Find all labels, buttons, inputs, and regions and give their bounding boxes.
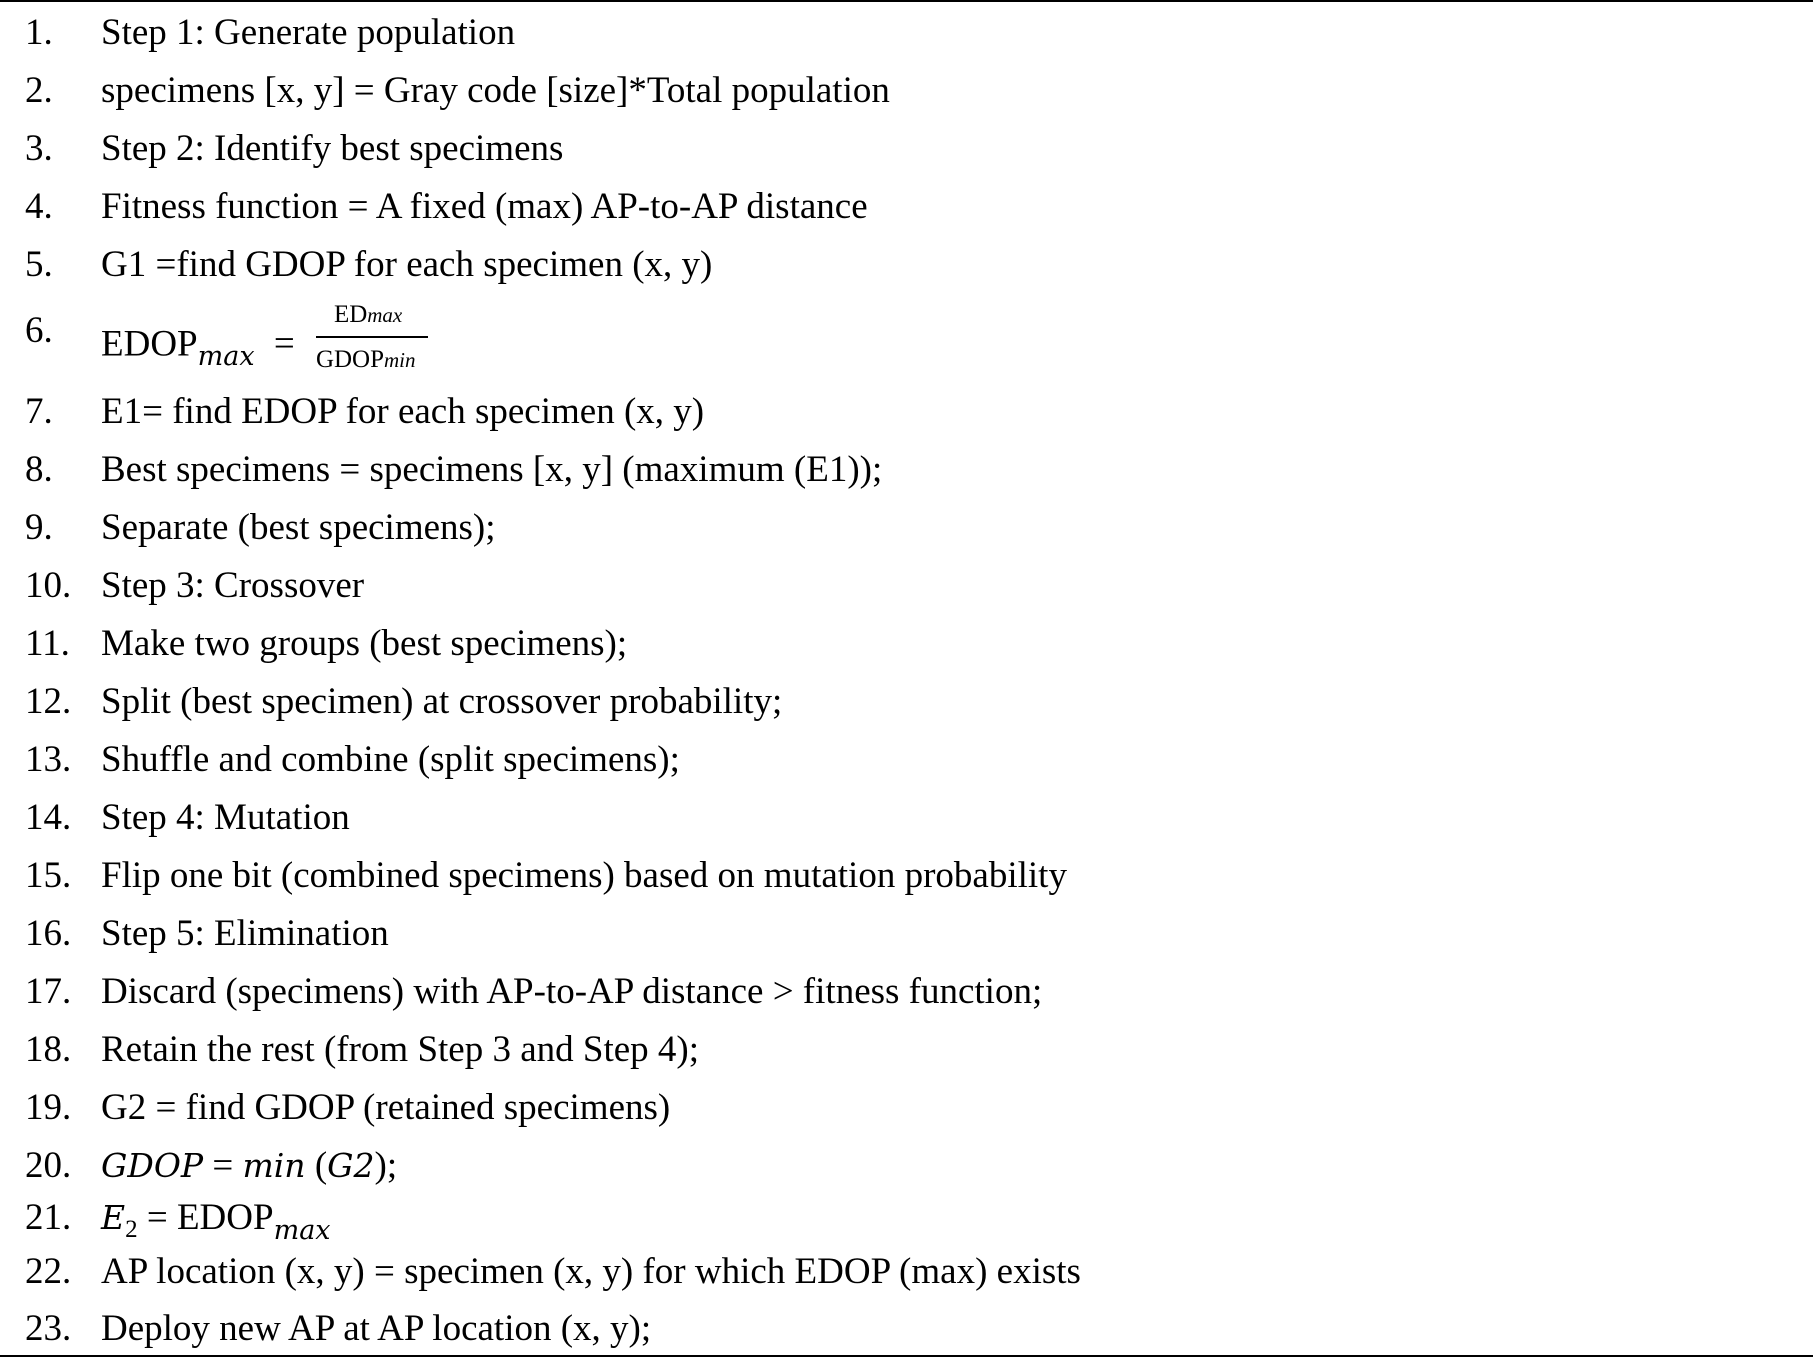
formula-lhs: EDOP: [101, 323, 198, 365]
line-number: 18.: [25, 1029, 72, 1070]
algorithm-line: [0, 845, 1813, 903]
algorithm-line: [0, 381, 1813, 439]
algorithm-line: [0, 1298, 1813, 1356]
math-var-g2: G2: [327, 1146, 375, 1185]
algorithm-line: [0, 234, 1813, 292]
line-number: 5.: [25, 244, 53, 285]
line-number: 22.: [25, 1251, 72, 1292]
formula-lhs-subscript: max: [197, 341, 255, 373]
line-text: Step 5: Elimination: [101, 913, 389, 954]
line-text: Split (best specimen) at crossover probability;: [101, 681, 783, 722]
line-text: Deploy new AP at AP location (x, y);: [101, 1308, 652, 1349]
algorithm-line: [0, 497, 1813, 555]
line-text: Separate (best specimens);: [101, 507, 496, 548]
line-text: Discard (specimens) with AP-to-AP distance > fitness function;: [101, 971, 1043, 1012]
algorithm-line: [0, 671, 1813, 729]
line-number: 15.: [25, 855, 72, 896]
algorithm-line: [0, 787, 1813, 845]
line-text: Step 2: Identify best specimens: [101, 128, 564, 169]
algorithm-line: [0, 1241, 1813, 1299]
line-number: 3.: [25, 128, 53, 169]
formula-equals: =: [273, 323, 295, 365]
algorithm-line: [0, 2, 1813, 60]
algorithm-line: [0, 961, 1813, 1019]
algorithm-line: [0, 60, 1813, 118]
fraction-numerator: [334, 302, 402, 327]
math-var-gdop: GDOP: [101, 1146, 204, 1185]
algorithm-line: [0, 729, 1813, 787]
line-text: Fitness function = A fixed (max) AP-to-AP distance: [101, 186, 868, 227]
fraction-denominator: [316, 347, 416, 372]
line-text: G2 = find GDOP (retained specimens): [101, 1087, 671, 1128]
line-number: 10.: [25, 565, 72, 606]
math-var-e: E: [101, 1198, 126, 1237]
denominator-text: GDOP: [315, 346, 385, 373]
line-text: Retain the rest (from Step 3 and Step 4);: [101, 1029, 700, 1070]
line-text: Flip one bit (combined specimens) based on mutation probability: [101, 855, 1067, 896]
line-number: 13.: [25, 739, 72, 780]
line-number: 17.: [25, 971, 72, 1012]
line-number: 12.: [25, 681, 72, 722]
line-number: 19.: [25, 1087, 72, 1128]
line-number: 20.: [25, 1145, 72, 1186]
algorithm-line: [0, 176, 1813, 234]
line-text: AP location (x, y) = specimen (x, y) for which EDOP (max) exists: [101, 1251, 1081, 1292]
line-text: Step 3: Crossover: [101, 565, 365, 606]
line-text: specimens [x, y] = Gray code [size]*Total population: [101, 70, 890, 111]
line-number: 1.: [25, 12, 53, 53]
line-number: 7.: [25, 391, 53, 432]
algorithm-line-math: [0, 1135, 1813, 1193]
numerator-subscript: max: [367, 303, 403, 327]
math-subscript-2: 2: [125, 1216, 138, 1243]
math-subscript-max: max: [273, 1215, 331, 1246]
math-fn-min: min: [242, 1146, 306, 1185]
line-number: 2.: [25, 70, 53, 111]
line-text: Make two groups (best specimens);: [101, 623, 628, 664]
edop-max-formula: [101, 301, 432, 382]
math-equals-edop: = EDOP: [137, 1197, 274, 1238]
numerator-text: ED: [333, 301, 368, 328]
algorithm-line-formula: [0, 300, 1813, 373]
algorithm-line: [0, 613, 1813, 671]
line-number: 4.: [25, 186, 53, 227]
math-open-paren: (: [305, 1145, 328, 1186]
algorithm-line: [0, 1019, 1813, 1077]
line-text: Best specimens = specimens [x, y] (maximum (E1));: [101, 449, 883, 490]
line-text: G1 =find GDOP for each specimen (x, y): [101, 244, 713, 285]
line-number: 21.: [25, 1197, 72, 1238]
algorithm-line: [0, 118, 1813, 176]
line-number: 11.: [25, 623, 70, 664]
e2-expression: [101, 1197, 331, 1246]
algorithm-line: [0, 555, 1813, 613]
line-text: Shuffle and combine (split specimens);: [101, 739, 680, 780]
line-number: 9.: [25, 507, 53, 548]
line-number: 6.: [25, 310, 53, 351]
algorithm-line: [0, 1077, 1813, 1135]
line-number: 23.: [25, 1308, 72, 1349]
denominator-subscript: min: [384, 348, 416, 372]
formula-fraction: [314, 301, 432, 376]
algorithm-line-math: [0, 1187, 1813, 1245]
line-text: Step 4: Mutation: [101, 797, 350, 838]
algorithm-line: [0, 903, 1813, 961]
line-text: E1= find EDOP for each specimen (x, y): [101, 391, 705, 432]
algorithm-line: [0, 439, 1813, 497]
gdop-min-expression: [101, 1147, 397, 1184]
math-close: );: [374, 1145, 398, 1186]
line-number: 8.: [25, 449, 53, 490]
math-equals: =: [203, 1145, 243, 1186]
line-number: 14.: [25, 797, 72, 838]
line-text: Step 1: Generate population: [101, 12, 516, 53]
line-number: 16.: [25, 913, 72, 954]
fraction-bar: [316, 336, 428, 338]
